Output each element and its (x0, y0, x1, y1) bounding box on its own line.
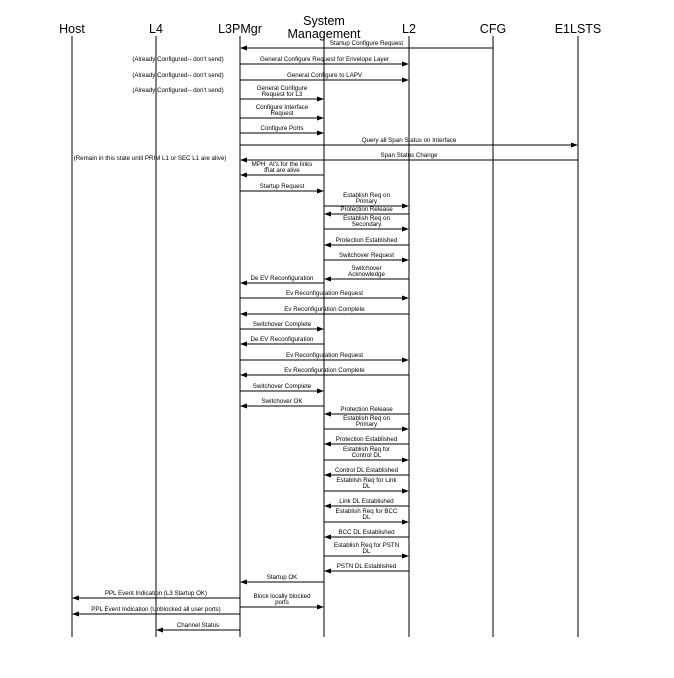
message-label: Establish Req on Secondary (343, 215, 390, 228)
messages (72, 40, 578, 633)
message-label: General Configure to LAPV (287, 72, 362, 79)
arrowhead-icon (72, 612, 79, 617)
message-9 (240, 161, 324, 178)
arrowhead-icon (402, 204, 409, 209)
message-41 (156, 622, 240, 633)
arrowhead-icon (324, 277, 331, 282)
message-label: Span Status Change (380, 152, 438, 159)
message-label: BCC DL Established (338, 529, 395, 536)
message-37 (240, 574, 324, 585)
arrowhead-icon (317, 389, 324, 394)
arrowhead-icon (317, 605, 324, 610)
arrowhead-icon (402, 62, 409, 67)
message-15 (324, 252, 409, 263)
participant-host: Host (59, 22, 85, 36)
arrowhead-icon (324, 212, 331, 217)
message-label: Establish Req for PSTN DL (333, 542, 400, 555)
message-8 (74, 152, 578, 163)
participant-l4: L4 (149, 22, 163, 36)
message-label: Protection Established (335, 237, 398, 244)
participant-headers (59, 14, 601, 41)
message-30 (324, 467, 409, 478)
message-label: Query all Span Status on Interface (361, 137, 457, 144)
lifelines (72, 36, 578, 637)
arrowhead-icon (324, 412, 331, 417)
arrowhead-icon (402, 258, 409, 263)
arrowhead-icon (317, 116, 324, 121)
message-label: MPH_AI's for the links that are alive (251, 161, 313, 174)
arrowhead-icon (240, 312, 247, 317)
arrowhead-icon (402, 489, 409, 494)
message-16 (324, 265, 409, 282)
message-17 (240, 275, 324, 286)
message-label: Ev Reconfiguration Complete (284, 367, 365, 374)
message-25 (240, 398, 324, 409)
arrowhead-icon (324, 535, 331, 540)
arrowhead-icon (240, 373, 247, 378)
message-label: Configure Ports (260, 125, 304, 132)
message-39 (240, 593, 324, 610)
message-label: Ev Reconfiguration Request (285, 290, 364, 297)
arrowhead-icon (72, 596, 79, 601)
arrowhead-icon (324, 442, 331, 447)
message-label: PPL Event Indication (Unblocked all user ports) (91, 606, 221, 613)
arrowhead-icon (240, 580, 247, 585)
message-14 (324, 237, 409, 248)
message-label: Block locally blocked ports (253, 593, 311, 606)
arrowhead-icon (240, 342, 247, 347)
message-label: PPL Event Indication (L3 Startup OK) (104, 590, 208, 597)
message-note: (Already Configured-- don't send) (132, 56, 224, 63)
arrowhead-icon (402, 296, 409, 301)
message-label: PSTN DL Established (336, 563, 397, 570)
message-label: Configure Interface Request (255, 104, 309, 117)
arrowhead-icon (402, 78, 409, 83)
message-label: Protection Release (340, 206, 393, 213)
message-label: Establish Req for BCC DL (335, 508, 398, 521)
arrowhead-icon (324, 504, 331, 509)
message-1 (240, 40, 493, 51)
message-label: Establish Req for Control DL (342, 446, 391, 459)
message-label: General Configure Request for Envelope Layer (260, 56, 389, 63)
arrowhead-icon (317, 97, 324, 102)
message-label: Switchover Request (338, 252, 395, 259)
message-label: Protection Release (340, 406, 393, 413)
message-label: Establish Req on Primary (343, 192, 390, 205)
arrowhead-icon (156, 628, 163, 633)
arrowhead-icon (402, 520, 409, 525)
message-36 (324, 563, 409, 574)
message-28 (324, 436, 409, 447)
message-6 (240, 125, 324, 136)
message-label: Link DL Established (339, 498, 394, 505)
message-label: Startup Configure Request (329, 40, 404, 47)
message-label: Control DL Established (334, 467, 399, 474)
message-13 (324, 215, 409, 232)
arrowhead-icon (324, 569, 331, 574)
arrowhead-icon (240, 173, 247, 178)
arrowhead-icon (571, 143, 578, 148)
message-label: Switchover Acknowledge (348, 265, 385, 278)
message-note: (Already Configured-- don't send) (132, 87, 224, 94)
arrowhead-icon (240, 404, 247, 409)
participant-sysmgmt: System Management (287, 14, 361, 41)
message-29 (324, 446, 409, 463)
arrowhead-icon (324, 473, 331, 478)
message-label: Protection Established (335, 436, 398, 443)
arrowhead-icon (402, 554, 409, 559)
arrowhead-icon (240, 158, 247, 163)
message-5 (240, 104, 324, 121)
message-31 (324, 477, 409, 494)
message-note: (Already Configured-- don't send) (132, 72, 224, 79)
arrowhead-icon (402, 427, 409, 432)
message-label: Switchover OK (261, 398, 303, 405)
message-label: General Configure Request for L3 (256, 85, 308, 98)
message-label: De EV Reconfiguration (250, 336, 314, 343)
participant-l2: L2 (402, 22, 416, 36)
message-label: Establish Req on Primary (343, 415, 390, 428)
arrowhead-icon (317, 327, 324, 332)
arrowhead-icon (240, 281, 247, 286)
message-label: De EV Reconfiguration (250, 275, 314, 282)
message-label: Startup Request (259, 183, 305, 190)
message-21 (240, 336, 324, 347)
message-2 (132, 56, 409, 67)
arrowhead-icon (240, 46, 247, 51)
message-24 (240, 383, 324, 394)
message-10 (240, 183, 324, 194)
message-34 (324, 529, 409, 540)
participant-l3pmgr: L3PMgr (218, 22, 262, 36)
message-note: (Remain in this state until PRIM L1 or SEC L1 are alive) (73, 155, 227, 162)
arrowhead-icon (402, 227, 409, 232)
message-label: Switchover Complete (252, 383, 312, 390)
message-3 (132, 72, 409, 83)
message-35 (324, 542, 409, 559)
message-label: Establish Req for Link DL (336, 477, 397, 490)
participant-e1lsts: E1LSTS (554, 22, 602, 36)
message-20 (240, 321, 324, 332)
participant-cfg: CFG (479, 22, 507, 36)
message-4 (132, 85, 324, 102)
message-label: Startup OK (266, 574, 298, 581)
arrowhead-icon (324, 243, 331, 248)
arrowhead-icon (317, 131, 324, 136)
message-label: Channel Status (176, 622, 220, 629)
message-27 (324, 415, 409, 432)
message-label: Switchover Complete (252, 321, 312, 328)
message-33 (324, 508, 409, 525)
message-label: Ev Reconfiguration Request (285, 352, 364, 359)
message-32 (324, 498, 409, 509)
arrowhead-icon (402, 458, 409, 463)
arrowhead-icon (317, 189, 324, 194)
arrowhead-icon (402, 358, 409, 363)
message-label: Ev Reconfiguration Complete (284, 306, 365, 313)
